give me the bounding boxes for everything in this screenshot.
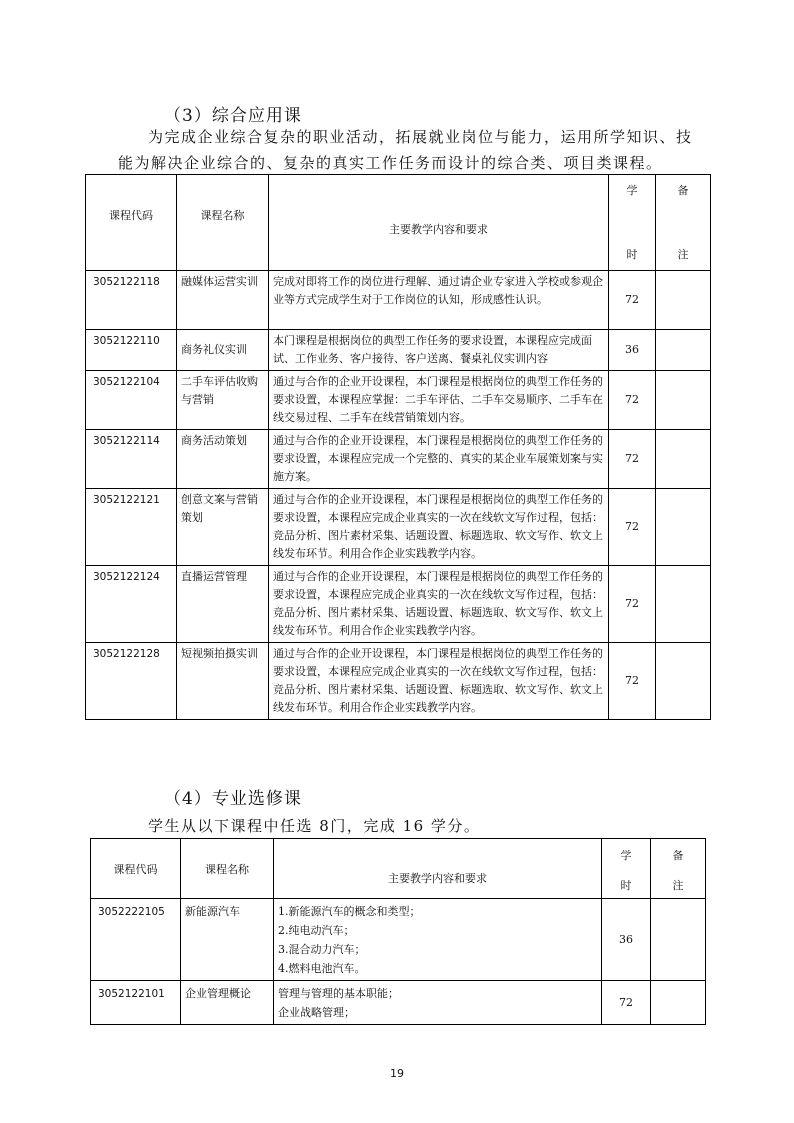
course-name: 二手车评估收购与营销 (177, 371, 269, 430)
course-hours: 72 (609, 489, 656, 566)
course-content: 通过与合作的企业开设课程，本门课程是根据岗位的典型工作任务的要求设置，本课程应完成企业真实的一次在线软文写作过程，包括：竞品分析、图片素材采集、话题设置、标题选取、软文写作、软文上线发布环节。利用合作企业实践教学内容。 (269, 489, 609, 566)
course-code: 3052122124 (86, 566, 177, 643)
course-name: 商务礼仪实训 (177, 330, 269, 371)
course-name: 创意文案与营销策划 (177, 489, 269, 566)
course-code: 3052122118 (86, 271, 177, 330)
header-notes-bottom: 注 (677, 247, 689, 261)
header-notes-top: 备 (672, 848, 684, 862)
course-notes (656, 330, 711, 371)
table-row (91, 899, 706, 981)
page-number: 19 (390, 1067, 404, 1080)
course-code: 3052122104 (86, 371, 177, 430)
content-line: 3.混合动力汽车； (278, 943, 366, 956)
course-notes (651, 981, 706, 1025)
section-heading-3: （3）综合应用课 (164, 106, 302, 126)
course-notes (656, 489, 711, 566)
course-name: 企业管理概论 (181, 981, 274, 1025)
section-intro-3-line1: 为完成企业综合复杂的职业活动，拓展就业岗位与能力，运用所学知识、技 (148, 128, 693, 146)
header-content: 主要教学内容和要求 (269, 175, 609, 271)
course-content: 通过与合作的企业开设课程，本门课程是根据岗位的典型工作任务的要求设置，本课程应完成企业真实的一次在线软文写作过程，包括：竞品分析、图片素材采集、话题设置、标题选取、软文写作、软文上线发布环节。利用合作企业实践教学内容。 (269, 643, 609, 720)
course-code: 3052122114 (86, 430, 177, 489)
course-code: 3052122128 (86, 643, 177, 720)
course-code: 3052122121 (86, 489, 177, 566)
course-code: 3052122110 (86, 330, 177, 371)
content-line: 1.新能源汽车的概念和类型； (278, 905, 421, 918)
course-content: 通过与合作的企业开设课程，本门课程是根据岗位的典型工作任务的要求设置，本课程应完成一个完整的、真实的某企业车展策划案与实施方案。 (269, 430, 609, 489)
table-row (86, 643, 711, 720)
table-row (86, 566, 711, 643)
section-heading-4: （4）专业选修课 (164, 789, 302, 809)
header-notes (651, 839, 706, 899)
comprehensive-course-table (85, 174, 711, 720)
header-hours-top: 学 (620, 848, 632, 862)
course-name: 新能源汽车 (181, 899, 274, 981)
content-line: 4.燃料电池汽车。 (278, 962, 366, 975)
content-line: 2.纯电动汽车； (278, 924, 355, 937)
course-name: 直播运营管理 (177, 566, 269, 643)
course-content: 本门课程是根据岗位的典型工作任务的要求设置，本课程应完成面试、工作业务、客户接待、客户送离、餐桌礼仪实训内容 (269, 330, 609, 371)
course-hours: 72 (609, 566, 656, 643)
course-content (274, 899, 602, 981)
course-hours: 72 (609, 371, 656, 430)
course-hours: 72 (609, 430, 656, 489)
section-intro-3-line2: 能为解决企业综合的、复杂的真实工作任务而设计的综合类、项目类课程。 (118, 154, 663, 172)
content-line: 管理与管理的基本职能； (278, 987, 399, 1000)
table-row (86, 371, 711, 430)
course-name: 短视频拍摄实训 (177, 643, 269, 720)
course-notes (651, 899, 706, 981)
header-hours-bottom: 时 (620, 878, 632, 892)
header-course-name: 课程名称 (181, 839, 274, 899)
course-code: 3052222105 (91, 899, 181, 981)
course-name: 商务活动策划 (177, 430, 269, 489)
course-content: 完成对即将工作的岗位进行理解、通过请企业专家进入学校或参观企业等方式完成学生对于工作岗位的认知，形成感性认识。 (269, 271, 609, 330)
course-notes (656, 643, 711, 720)
table-row (91, 981, 706, 1025)
course-hours: 36 (602, 899, 651, 981)
course-notes (656, 271, 711, 330)
header-notes-top: 备 (677, 183, 689, 197)
course-hours: 72 (609, 271, 656, 330)
course-code: 3052122101 (91, 981, 181, 1025)
table-row (86, 430, 711, 489)
header-hours-bottom: 时 (626, 247, 638, 261)
table-header-row (91, 839, 706, 899)
table-row (86, 330, 711, 371)
header-course-name: 课程名称 (177, 175, 269, 271)
header-notes-bottom: 注 (672, 878, 684, 892)
course-notes (656, 430, 711, 489)
table-row (86, 271, 711, 330)
content-line: 企业战略管理； (278, 1006, 355, 1019)
section-intro-4: 学生从以下课程中任选 8门，完成 16 学分。 (148, 817, 481, 835)
course-content: 通过与合作的企业开设课程，本门课程是根据岗位的典型工作任务的要求设置，本课程应掌握：二手车评估、二手车交易顺序、二手车在线交易过程、二手车在线营销策划内容。 (269, 371, 609, 430)
course-content: 通过与合作的企业开设课程，本门课程是根据岗位的典型工作任务的要求设置，本课程应完成企业真实的一次在线软文写作过程，包括：竞品分析、图片素材采集、话题设置、标题选取、软文写作、软文上线发布环节。利用合作企业实践教学内容。 (269, 566, 609, 643)
header-notes (656, 175, 711, 271)
header-content: 主要教学内容和要求 (274, 839, 602, 899)
course-hours: 72 (602, 981, 651, 1025)
course-hours: 72 (609, 643, 656, 720)
table-row (86, 489, 711, 566)
table-header-row (86, 175, 711, 271)
course-content (274, 981, 602, 1025)
header-hours-top: 学 (626, 183, 638, 197)
header-course-code: 课程代码 (86, 175, 177, 271)
header-hours (602, 839, 651, 899)
course-name: 融媒体运营实训 (177, 271, 269, 330)
course-notes (656, 566, 711, 643)
elective-course-table (90, 838, 706, 1025)
course-hours: 36 (609, 330, 656, 371)
header-hours (609, 175, 656, 271)
course-notes (656, 371, 711, 430)
header-course-code: 课程代码 (91, 839, 181, 899)
